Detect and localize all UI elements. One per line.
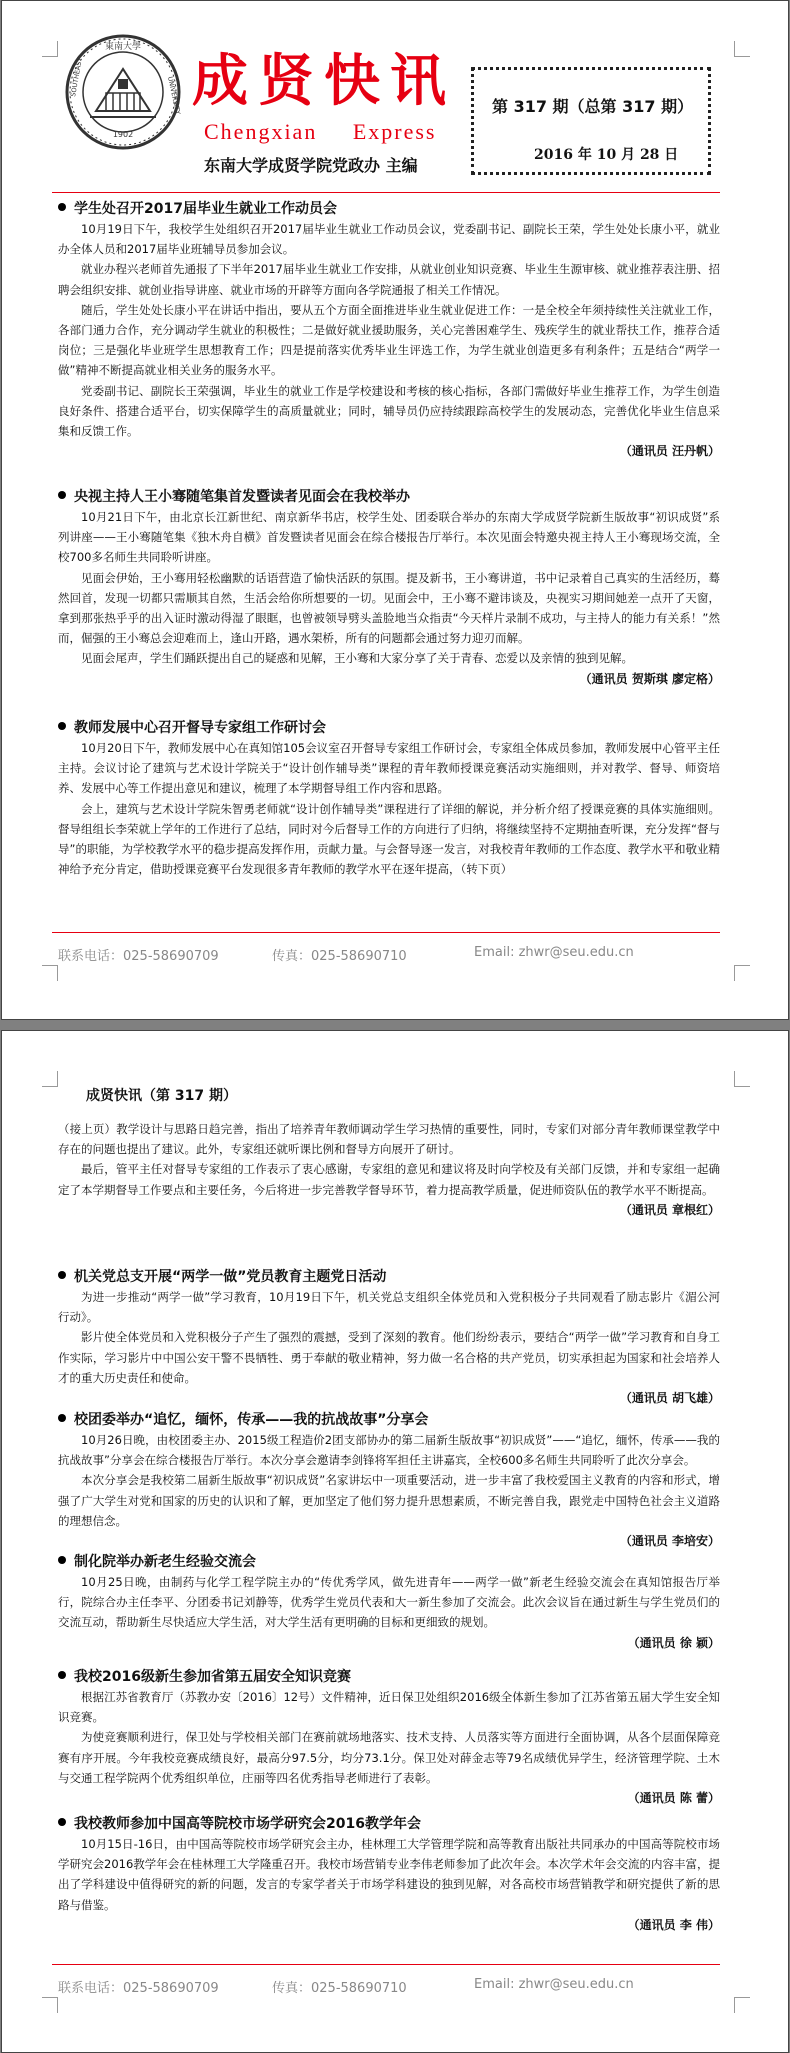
news-article (58, 1410, 720, 1551)
article-paragraph: 10月19日下午，我校学生处组织召开2017届毕业生就业工作动员会议，党委副书记、副院长王荣，学生处处长康小平，就业办全体人员和2017届毕业班辅导员参加会议。 (58, 222, 720, 257)
article-headline: 央视主持人王小骞随笔集首发暨读者见面会在我校举办 (58, 487, 720, 507)
bullet-icon (58, 1671, 66, 1679)
university-seal-logo (64, 33, 182, 151)
article-paragraph: 10月15日-16日，由中国高等院校市场学研究会主办，桂林理工大学管理学院和高等教育出版社共同承办的中国高等院校市场学研究会2016教学年会在桂林理工大学隆重召开。我校市场营销专业李伟老师参加了此次年会。本次学术年会交流的内容丰富，提出了学科建设中值得研究的新的问题，发言的专家学者关于市场学科建设的独到见解，对各高校市场营销教学和研究提供了新的思路与借鉴。 (58, 1837, 720, 1912)
article-byline: （通讯员 李 伟） (627, 1917, 720, 1932)
footer-phone: 联系电话：025-58690709 (58, 1981, 219, 1996)
footer-fax: 传真：025-58690710 (272, 949, 407, 964)
article-paragraph: 10月21日下午，由北京长江新世纪、南京新华书店，校学生处、团委联合举办的东南大学成贤学院新生版故事“初识成贤”系列讲座——王小骞随笔集《独木舟自横》首发暨读者见面会在综合楼报告厅举行。本次见面会特邀央视主持人王小骞现场交流，全校700多名师生共同聆听讲座。 (58, 510, 720, 565)
crop-mark (734, 1997, 750, 2013)
svg-text:東南大學: 東南大學 (104, 42, 142, 52)
article-paragraph: 随后，学生处处长康小平在讲话中指出，要从五个方面全面推进毕业生就业促进工作：一是全校全年须持续性关注就业工作，各部门通力合作，充分调动学生就业的积极性；二是做好就业援助服务，关心完善困难学生、残疾学生的就业帮扶工作，推荐合适岗位；三是强化毕业班学生思想教育工作；四是提前落实优秀毕业生评选工作，为学生就业创造更多有利条件；五是结合“两学一做”精神不断提高就业相关业务的服务水平。 (58, 302, 720, 378)
article-headline: 制化院举办新老生经验交流会 (58, 1552, 720, 1572)
article-headline: 机关党总支开展“两学一做”党员教育主题党日活动 (58, 1267, 720, 1287)
footer-divider (52, 1964, 720, 1965)
crop-mark (42, 1071, 58, 1087)
article-headline: 教师发展中心召开督导专家组工作研讨会 (58, 718, 720, 738)
bullet-icon (58, 491, 66, 499)
footer-divider (52, 932, 720, 933)
bullet-icon (58, 203, 66, 211)
article-byline: （通讯员 贺斯琪 廖定格） (579, 671, 720, 686)
article-paragraph: 10月20日下午，教师发展中心在真知馆105会议室召开督导专家组工作研讨会，专家组全体成员参加，教师发展中心管平主任主持。会议讨论了建筑与艺术设计学院关于“设计创作辅导类”课程的青年教师授课竞赛活动实施细则，并对教学、督导、师资培养、发展中心等工作提出意见和建议，梳理了本学期督导组工作内容和思路。 (58, 741, 720, 796)
running-head: 成贤快讯（第 317 期） (86, 1088, 237, 1104)
article-paragraph: 10月26日晚，由校团委主办、2015级工程造价2团支部协办的第二届新生版故事“初识成贤”——“追忆，缅怀，传承——我的抗战故事”分享会在综合楼报告厅举行。本次分享会邀请李剑锋将军担任主讲嘉宾，全校600多名师生共同聆听了此次分享会。 (58, 1433, 720, 1468)
news-article (58, 199, 720, 461)
svg-text:SOUTHEAST: SOUTHEAST (69, 57, 84, 98)
article-paragraph: 根据江苏省教育厅（苏教办安〔2016〕12号）文件精神，近日保卫处组织2016级全体新生参加了江苏省第五届大学生安全知识竞赛。 (58, 1690, 720, 1725)
newsletter-page-1 (1, 0, 789, 1020)
bullet-icon (58, 1414, 66, 1422)
article-byline: （通讯员 章根红） (619, 1202, 720, 1217)
article-byline: （通讯员 徐 颖） (627, 1635, 720, 1650)
article-paragraph: 本次分享会是我校第二届新生版故事“初识成贤”名家讲坛中一项重要活动，进一步丰富了我校爱国主义教育的内容和形式，增强了广大学生对党和国家的历史的认识和了解，更加坚定了他们努力提升思想素质，不断完善自我，跟党走中国特色社会主义道路的理想信念。 (58, 1473, 720, 1528)
crop-mark (42, 965, 58, 981)
footer-email: Email: zhwr@seu.edu.cn (474, 945, 634, 960)
bullet-icon (58, 722, 66, 730)
footer-email: Email: zhwr@seu.edu.cn (474, 1977, 634, 1992)
article-paragraph: 10月25日晚，由制药与化学工程学院主办的“传优秀学风，做先进青年——两学一做”新老生经验交流会在真知馆报告厅举行，院综合办主任李平、分团委书记刘静等，优秀学生党员代表和大一新生参加了交流会。此次会议旨在通过新生与学生党员们的交流互动，帮助新生尽快适应大学生活，对大学生活有更明确的目标和更细致的规划。 (58, 1575, 720, 1630)
article-paragraph: 党委副书记、副院长王荣强调，毕业生的就业工作是学校建设和考核的核心指标，各部门需做好毕业生推荐工作，为学生创造良好条件、搭建合适平台，切实保障学生的高质量就业；同时，辅导员仍应持续跟踪高校学生的发展动态，完善优化毕业生信息采集和反馈工作。 (58, 383, 720, 439)
news-article (58, 1667, 720, 1808)
news-article (58, 487, 720, 689)
article-headline: 我校教师参加中国高等院校市场学研究会2016教学年会 (58, 1814, 720, 1834)
article-paragraph: 为进一步推动“两学一做”学习教育，10月19日下午，机关党总支组织全体党员和入党积极分子共同观看了励志影片《湄公河行动》。 (58, 1290, 720, 1325)
issue-info-box (471, 67, 711, 175)
issue-date: 2016 年 10 月 28 日 (534, 147, 679, 163)
crop-mark (734, 965, 750, 981)
crop-mark (734, 41, 750, 57)
news-article-continued (58, 1119, 720, 1220)
article-byline: （通讯员 汪丹帆） (619, 444, 720, 459)
news-article (58, 718, 720, 879)
bullet-icon (58, 1818, 66, 1826)
svg-text:UNIVERSITY: UNIVERSITY (166, 75, 182, 116)
crop-mark (42, 1997, 58, 2013)
article-byline: （通讯员 陈 蕾） (627, 1791, 720, 1806)
article-paragraph: （接上页）教学设计与思路日趋完善，指出了培养青年教师调动学生学习热情的重要性，同时，专家们对部分青年教师课堂教学中存在的问题也提出了建议。此外，专家组还就听课比例和督导方向展开了研讨。 (58, 1122, 720, 1157)
brand-title-en: Chengxian Express (204, 119, 437, 144)
article-byline: （通讯员 胡飞雄） (619, 1391, 720, 1406)
issue-number: 第 317 期（总第 317 期） (492, 97, 694, 116)
bullet-icon (58, 1556, 66, 1564)
crop-mark (42, 41, 58, 57)
bullet-icon (58, 1271, 66, 1279)
article-paragraph: 为使竞赛顺利进行，保卫处与学校相关部门在赛前就场地落实、技术支持、人员落实等方面进行全面协调，从各个层面保障竞赛有序开展。今年我校竞赛成绩良好，最高分97.5分，均分73.1分。保卫处对薛金志等79名成绩优异学生，经济管理学院、土木与交通工程学院两个优秀组织单位，庄丽等四名优秀指导老师进行了表彰。 (58, 1730, 720, 1785)
footer-phone: 联系电话：025-58690709 (58, 949, 219, 964)
article-headline: 我校2016级新生参加省第五届安全知识竞赛 (58, 1667, 720, 1687)
article-byline: （通讯员 李培安） (619, 1534, 720, 1549)
article-paragraph: 最后，管平主任对督导专家组的工作表示了衷心感谢，专家组的意见和建议将及时向学校及有关部门反馈，并和专家组一起确定了本学期督导工作要点和主要任务，今后将进一步完善教学督导环节，着力提高教学质量，促进师资队伍的教学水平不断提高。 (58, 1162, 720, 1197)
crop-mark (734, 1071, 750, 1087)
brand-title-cn: 成贤快讯 (192, 48, 456, 114)
news-article (58, 1814, 720, 1935)
publisher-line: 东南大学成贤学院党政办 主编 (204, 156, 418, 175)
news-article (58, 1267, 720, 1408)
article-paragraph: 会上，建筑与艺术设计学院朱智勇老师就“设计创作辅导类”课程进行了详细的解说，并分析介绍了授课竞赛的具体实施细则。督导组组长李荣就上学年的工作进行了总结，同时对今后督导工作的方向进行了归纳，将继续坚持不定期抽查听课，充分发挥“督与导”的职能，为学校教学水平的稳步提高发挥作用，贡献力量。与会督导逐一发言，对我校青年教师的工作态度、教学水平和敬业精神给予充分肯定，借助授课竞赛平台发现很多青年教师的教学水平在逐年提高，（转下页） (58, 801, 720, 877)
article-headline: 校团委举办“追忆，缅怀，传承——我的抗战故事”分享会 (58, 1410, 720, 1430)
footer-fax: 传真：025-58690710 (272, 1981, 407, 1996)
newsletter-page-2 (1, 1030, 789, 2053)
article-paragraph: 见面会尾声，学生们踊跃提出自己的疑惑和见解，王小骞和大家分享了关于青春、恋爱以及亲情的独到见解。 (81, 651, 633, 666)
article-paragraph: 影片使全体党员和入党积极分子产生了强烈的震撼，受到了深刻的教育。他们纷纷表示，要结合“两学一做”学习教育和自身工作实际，学习影片中中国公安干警不畏牺牲、勇于奉献的敬业精神，努力做一名合格的共产党员，切实承担起为国家和社会培养人才的重大历史责任和使命。 (58, 1330, 720, 1385)
article-paragraph: 见面会伊始，王小骞用轻松幽默的话语营造了愉快活跃的氛围。提及新书，王小骞讲道，书中记录着自己真实的生活经历，蓦然回首，发现一切都只需顺其自然，生活会给你所想要的一切。见面会中，王小骞不避讳谈及，央视实习期间她差一点开了天窗，拿到那张热乎乎的出入证时激动得湿了眼眶，也曾被领导劈头盖脸地当众指责“今天样片录制不成功，与主持人的能力有关系！”然而，倔强的王小骞总会迎难而上，逢山开路，遇水架桥，所有的问题都会通过努力迎刃而解。 (58, 570, 720, 646)
masthead-divider (52, 192, 720, 193)
article-paragraph: 就业办程兴老师首先通报了下半年2017届毕业生就业工作安排，从就业创业知识竞赛、毕业生生源审核、就业推荐表注册、招聘会组织安排、就创业指导讲座、就业市场的开辟等方面向各学院通报了相关工作情况。 (58, 262, 720, 297)
svg-text:1902: 1902 (112, 130, 134, 139)
news-article (58, 1552, 720, 1653)
article-headline: 学生处召开2017届毕业生就业工作动员会 (58, 199, 720, 219)
